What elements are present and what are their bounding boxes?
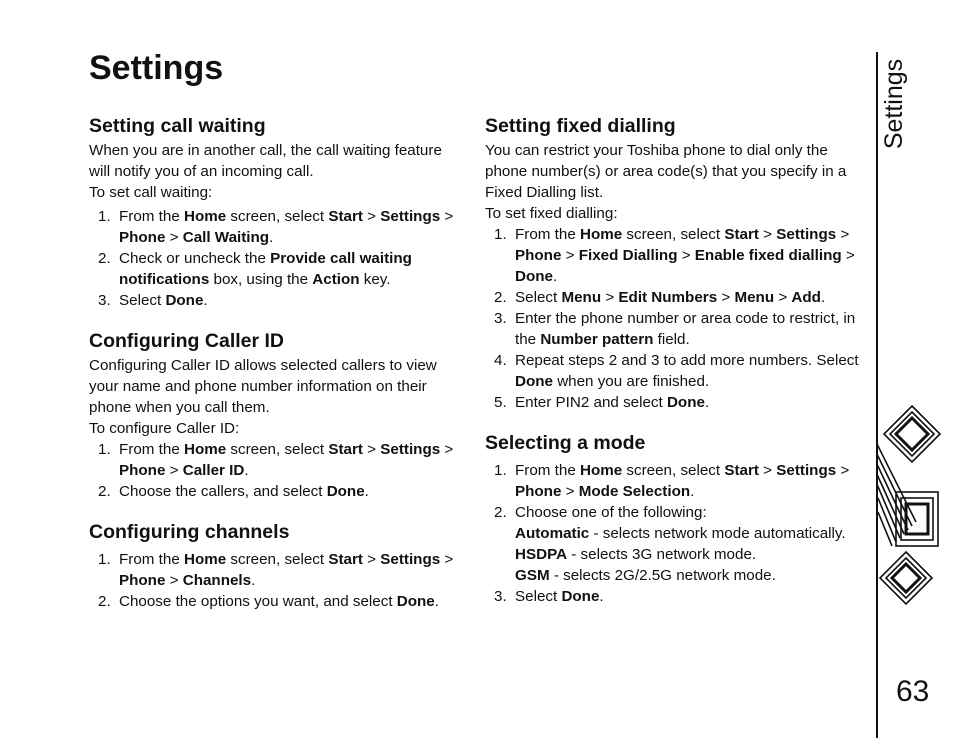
step-item: 1. From the Home screen, select Start > Settings > Phone > Channels. [98,551,454,589]
section-heading: Setting call waiting [89,115,266,137]
section-call-waiting [89,113,467,311]
section-lead: To configure Caller ID: [89,420,240,437]
step-item: 4. Repeat steps 2 and 3 to add more numbers. Select Done when you are finished. [494,352,859,390]
decorative-diamond-graphic [876,402,942,616]
section-fixed-dialling [485,113,863,413]
section-intro: Configuring Caller ID allows selected callers to view your name and phone number information on their phone when you call them. [89,357,437,416]
section-heading: Setting fixed dialling [485,115,676,137]
step-item: 1. From the Home screen, select Start > Settings > Phone > Call Waiting. [98,208,454,246]
steps-list [485,224,863,413]
steps-list [89,439,467,502]
step-item: 5. Enter PIN2 and select Done. [494,394,710,411]
section-heading: Configuring channels [89,521,290,543]
steps-list [89,549,467,612]
sidebar-divider [876,52,878,738]
step-item: 2. Check or uncheck the Provide call waiting notifications box, using the Action key. [98,250,412,288]
step-item: 3. Enter the phone number or area code to restrict, in the Number pattern field. [494,310,856,348]
step-item: 1. From the Home screen, select Start > Settings > Phone > Caller ID. [98,441,454,479]
page-number: 63 [896,675,930,708]
step-item: 2. Choose one of the following: Automatic - selects network mode automatically. HSDPA - selects 3G network mode. GSM - selects 2G/2.5G network mode. [494,504,846,584]
step-item: 2. Select Menu > Edit Numbers > Menu > Add. [494,289,826,306]
section-intro: You can restrict your Toshiba phone to dial only the phone number(s) or area code(s) that you specify in a Fixed Dialling list. [485,142,847,201]
step-item: 2. Choose the options you want, and select Done. [98,593,439,610]
left-column [89,113,467,612]
page-title: Settings [89,49,224,87]
step-item: 3. Select Done. [494,588,604,605]
section-lead: To set fixed dialling: [485,205,618,222]
step-item: 2. Choose the callers, and select Done. [98,483,369,500]
section-heading: Selecting a mode [485,432,646,454]
section-selecting-mode [485,430,863,607]
section-caller-id [89,328,467,502]
section-lead: To set call waiting: [89,184,213,201]
step-item: 3. Select Done. [98,292,208,309]
section-intro: When you are in another call, the call waiting feature will notify you of an incoming call. [89,142,442,180]
section-channels [89,519,467,612]
steps-list [485,460,863,607]
step-item: 1. From the Home screen, select Start > Settings > Phone > Fixed Dialling > Enable fixed dialling > Done. [494,226,855,285]
steps-list [89,206,467,311]
section-heading: Configuring Caller ID [89,330,284,352]
side-section-label: Settings [880,58,908,150]
step-item: 1. From the Home screen, select Start > Settings > Phone > Mode Selection. [494,462,850,500]
right-column [485,113,863,607]
